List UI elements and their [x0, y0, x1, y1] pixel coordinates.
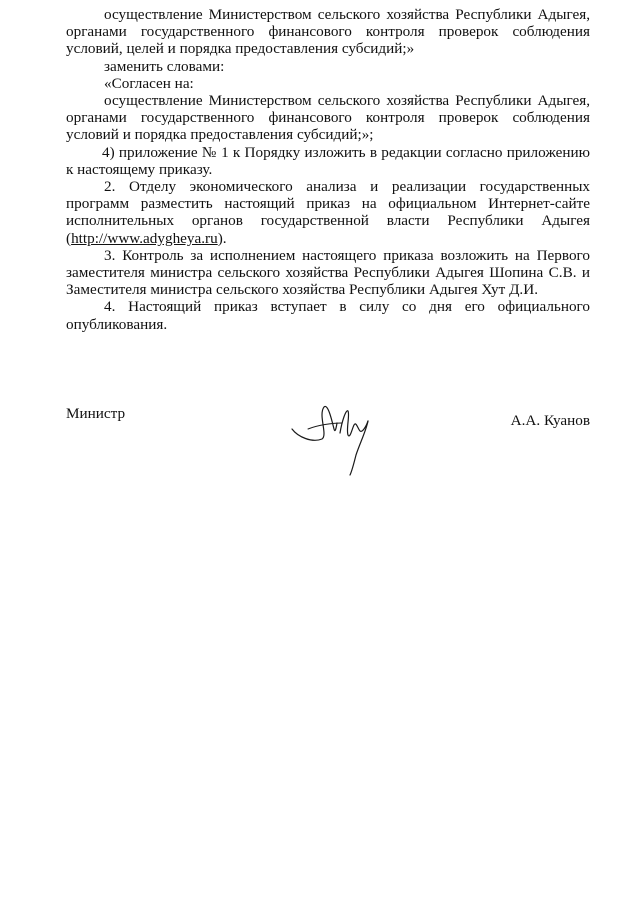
publication-text-end: ). — [217, 229, 227, 247]
paragraph-publication — [66, 178, 590, 247]
signatory-name: А.А. Куанов — [510, 412, 590, 429]
paragraph-old-wording: осуществление Министерством сельского хозяйства Республики Адыгея, органами государственного финансового контроля проверок соблюдения условий, целей и порядка предоставления субсидий;» — [66, 6, 590, 58]
handwritten-signature — [288, 399, 384, 479]
paragraph-appendix: 4) приложение № 1 к Порядку изложить в редакции согласно приложению к настоящему приказу. — [66, 143, 590, 178]
publication-text: 2. Отделу экономического анализа и реализации государственных программ разместить настоящий приказ на официальном Интернет-сайте исполнительных органов государственной власти Республики Адыгея ( — [66, 178, 590, 247]
document-body — [66, 6, 590, 333]
paragraph-new-wording: осуществление Министерством сельского хозяйства Республики Адыгея, органами государственного финансового контроля проверок соблюдения условий и порядка предоставления субсидий;»; — [66, 92, 590, 144]
signature-block — [66, 405, 590, 485]
paragraph-effective-date: 4. Настоящий приказ вступает в силу со дня его официального опубликования. — [66, 298, 590, 333]
website-link[interactable]: http://www.adygheya.ru — [71, 229, 218, 247]
paragraph-control: 3. Контроль за исполнением настоящего приказа возложить на Первого заместителя министра сельского хозяйства Республики Адыгея Шопина С.В. и Заместителя министра сельского хозяйства Республики Адыгея Хут Д.И. — [66, 246, 590, 299]
paragraph-replace-with: заменить словами: — [104, 57, 225, 75]
paragraph-agree-on: «Согласен на: — [104, 74, 194, 92]
signatory-title: Министр — [66, 405, 126, 422]
